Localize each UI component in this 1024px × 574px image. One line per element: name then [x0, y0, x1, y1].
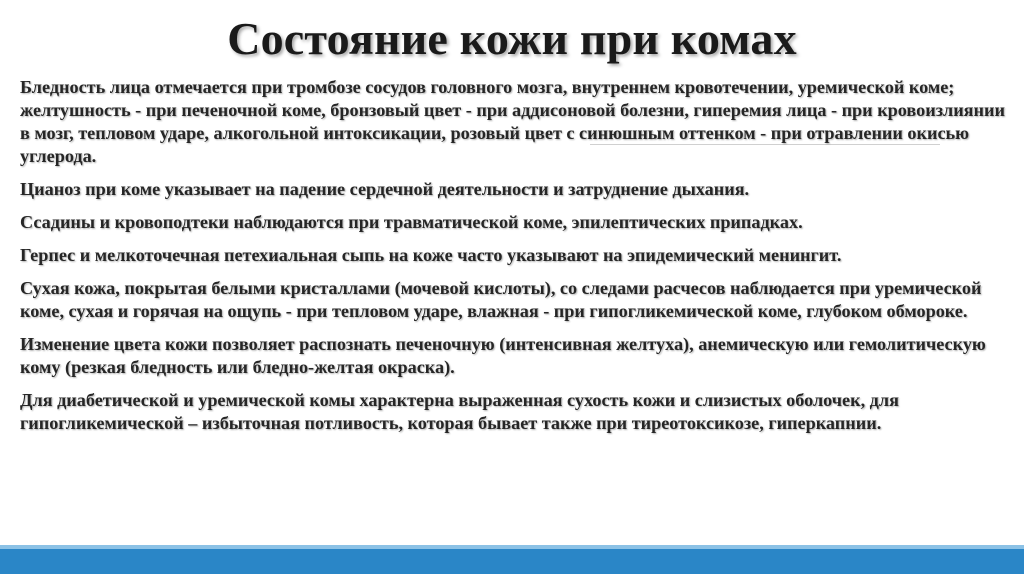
paragraph-cyanosis: Цианоз при коме указывает на падение сердечной деятельности и затруднение дыхания.	[20, 179, 750, 199]
paragraph-skin-color: Изменение цвета кожи позволяет распознать печеночную (интенсивная желтуха), анемическую или гемолитическую кому (резкая бледность или бледно-желтая окраска).	[20, 334, 986, 377]
footer-bar	[0, 549, 1024, 574]
paragraph-dry-skin: Сухая кожа, покрытая белыми кристаллами (мочевой кислоты), со следами расчесов наблюдается при уремической коме, сухая и горячая на ощупь - при тепловом ударе, влажная - при гипогликемической коме, глубоком обмороке.	[20, 278, 982, 321]
paragraph-diabetic: Для диабетической и уремической комы характерна выраженная сухость кожи и слизистых оболочек, для гипогликемической – избыточная потливость, которая бывает также при тиреотоксикозе, гиперкапнии.	[20, 390, 899, 433]
paragraph-abrasions: Ссадины и кровоподтеки наблюдаются при травматической коме, эпилептических припадках.	[20, 212, 803, 232]
paragraph-pallor: Бледность лица отмечается при тромбозе сосудов головного мозга, внутреннем кровотечении, уремической коме; желтушность - при печеночной коме, бронзовый цвет - при аддисоновой болезни, гиперемия лица - при кровоизлиянии в мозг, тепловом ударе, алкогольной интоксикации, розовый цвет с синюшным оттенком - при отравлении окисью углерода.	[20, 77, 1005, 166]
slide-body	[20, 76, 1010, 445]
paragraph-herpes: Герпес и мелкоточечная петехиальная сыпь на коже часто указывают на эпидемический менингит.	[20, 245, 842, 265]
slide-title: Состояние кожи при комах	[227, 13, 797, 64]
